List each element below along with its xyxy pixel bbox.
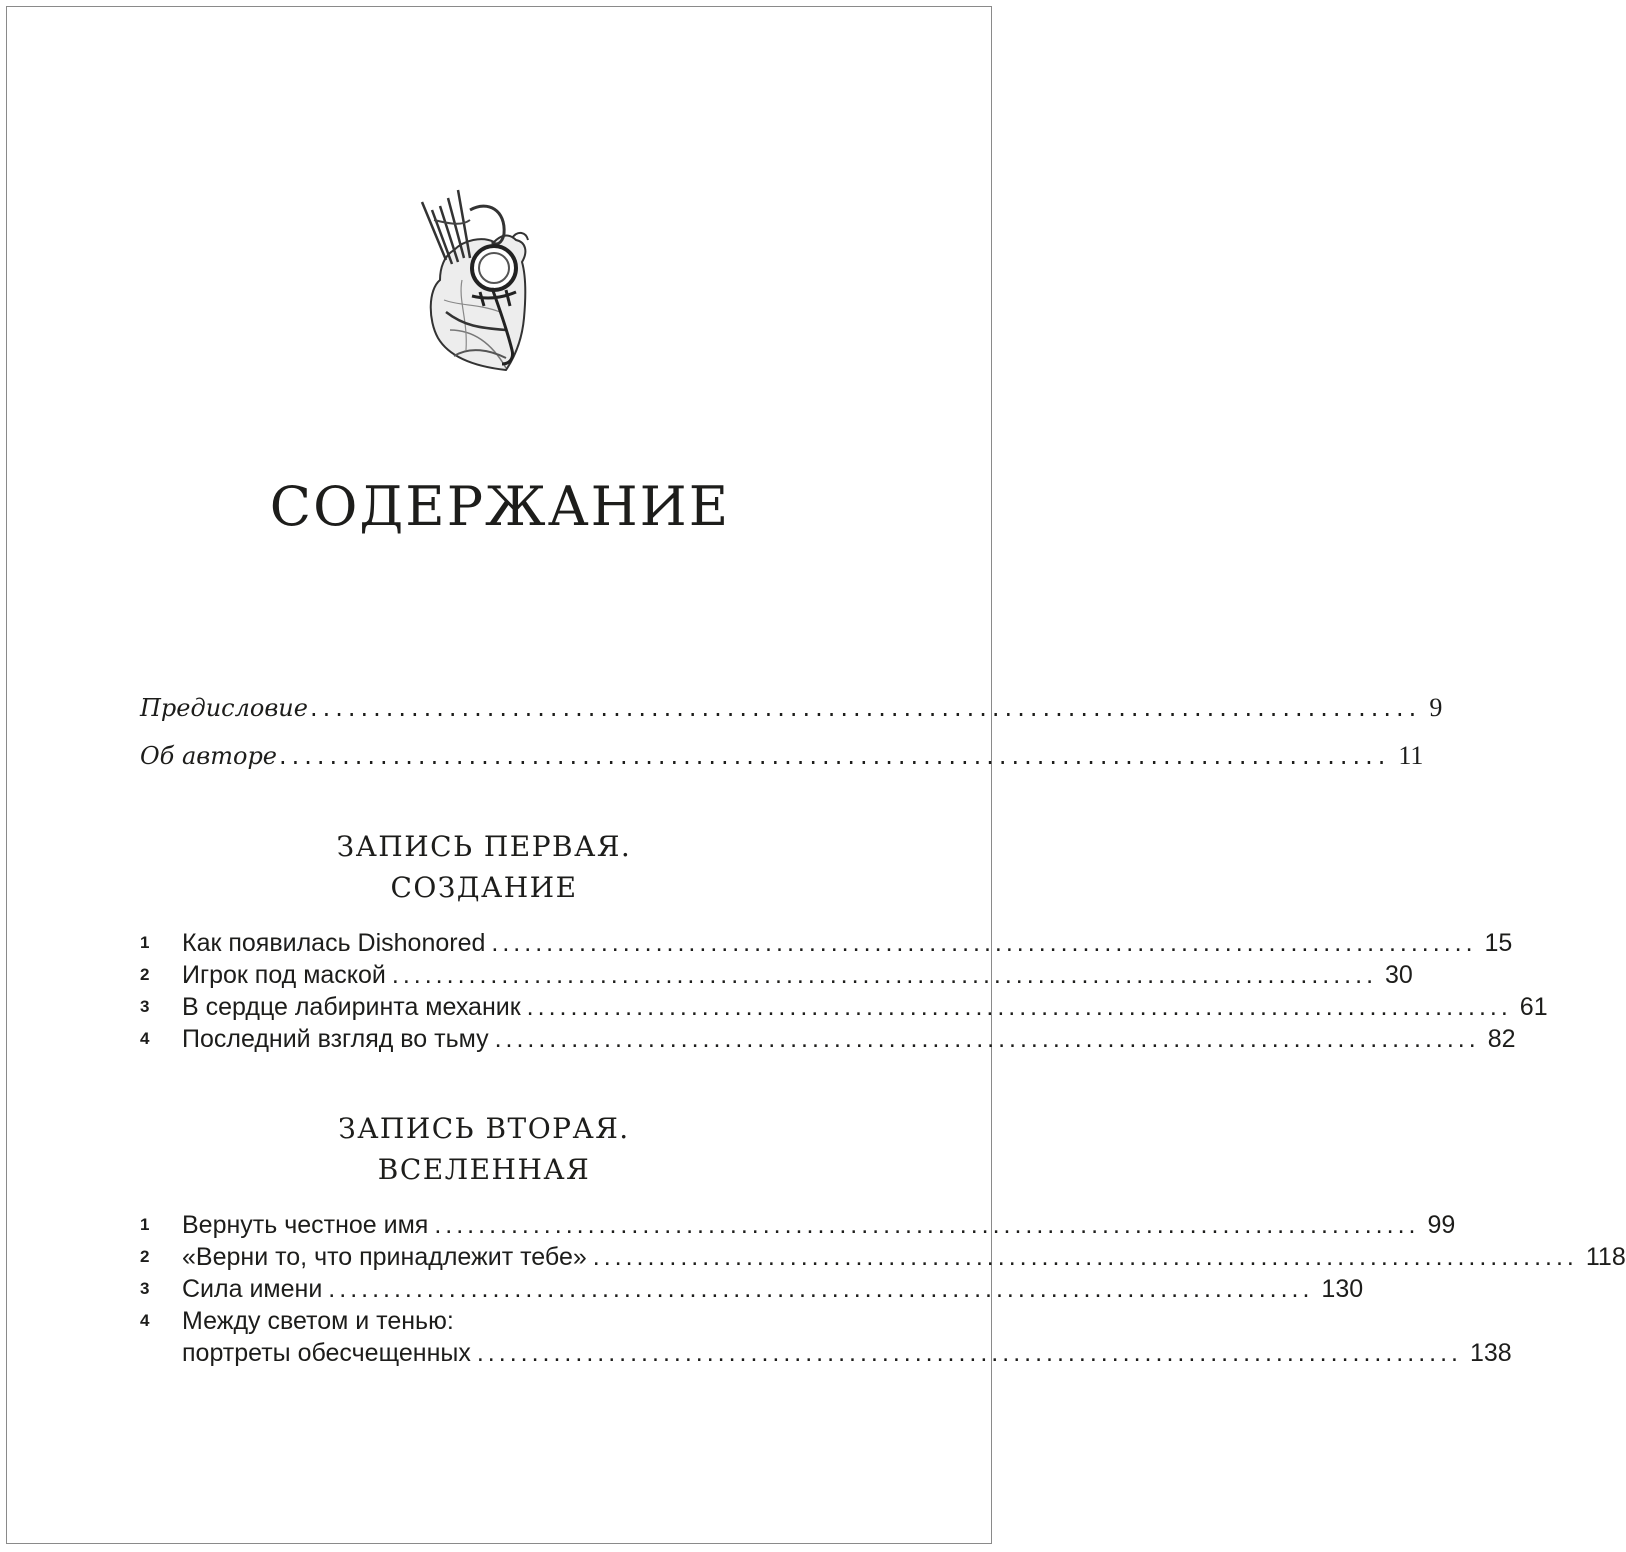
entry-number: 2: [140, 1247, 150, 1266]
entry-page: 118: [1585, 1243, 1626, 1271]
section-heading-line1: ЗАПИСЬ ВТОРАЯ.: [338, 1112, 630, 1145]
entry-page: 82: [1487, 1025, 1516, 1053]
entry-title: В сердце лабиринта механик: [182, 993, 521, 1021]
entry-page: 130: [1321, 1275, 1364, 1303]
entry-number: 4: [140, 1029, 150, 1048]
entry-title: Вернуть честное имя: [182, 1211, 429, 1239]
front-matter-row-about-author: [140, 741, 1424, 771]
section-heading-one: [0, 826, 968, 908]
entry-title-line2: портреты обесчещенных: [182, 1339, 471, 1367]
section-heading-line2: СОЗДАНИЕ: [390, 871, 578, 904]
dot-leader: ........................................................................................: [309, 694, 1422, 722]
dot-leader: ..........................................................................................: [434, 1211, 1420, 1239]
entry-page: 138: [1469, 1339, 1512, 1367]
entry-page: 99: [1427, 1211, 1456, 1239]
dot-leader: ........................................................................................: [279, 742, 1391, 770]
entry-title: Как появилась Dishonored: [182, 929, 486, 957]
entry-page: 30: [1385, 961, 1413, 989]
about-author-label: Об авторе: [140, 742, 278, 770]
section-heading-line1: ЗАПИСЬ ПЕРВАЯ.: [336, 830, 632, 863]
dot-leader: ..........................................................................................: [592, 1243, 1578, 1271]
section-heading-two: [0, 1108, 968, 1190]
entry-number: 1: [140, 1215, 150, 1234]
preface-label: Предисловие: [140, 694, 308, 722]
dot-leader: ..........................................................................................: [476, 1339, 1462, 1367]
entry-page: 61: [1519, 993, 1548, 1021]
entry-page: 15: [1484, 929, 1513, 957]
entry-number: 1: [140, 933, 150, 952]
dot-leader: ..........................................................................................: [391, 961, 1378, 989]
dot-leader: ..........................................................................................: [491, 929, 1477, 957]
preface-page: 9: [1429, 693, 1443, 722]
entry-number: 3: [140, 997, 150, 1016]
dot-leader: ..........................................................................................: [328, 1275, 1314, 1303]
entry-title: Последний взгляд во тьму: [182, 1025, 489, 1053]
entry-title: Сила имени: [182, 1275, 323, 1303]
entry-number: 2: [140, 965, 150, 984]
mechanical-heart-illustration: [410, 180, 528, 376]
page-title: СОДЕРЖАНИЕ: [269, 475, 731, 538]
entry-title: «Верни то, что принадлежит тебе»: [182, 1243, 587, 1271]
entry-number: 3: [140, 1279, 150, 1298]
entry-number: 4: [140, 1311, 150, 1330]
section-heading-line2: ВСЕЛЕННАЯ: [377, 1153, 591, 1186]
about-author-page: 11: [1398, 741, 1424, 770]
dot-leader: ..........................................................................................: [494, 1025, 1480, 1053]
entry-title: Игрок под маской: [182, 961, 386, 989]
front-matter-row-preface: [140, 693, 1443, 723]
dot-leader: ..........................................................................................: [526, 993, 1512, 1021]
entry-title-line1: Между светом и тенью:: [182, 1307, 454, 1335]
